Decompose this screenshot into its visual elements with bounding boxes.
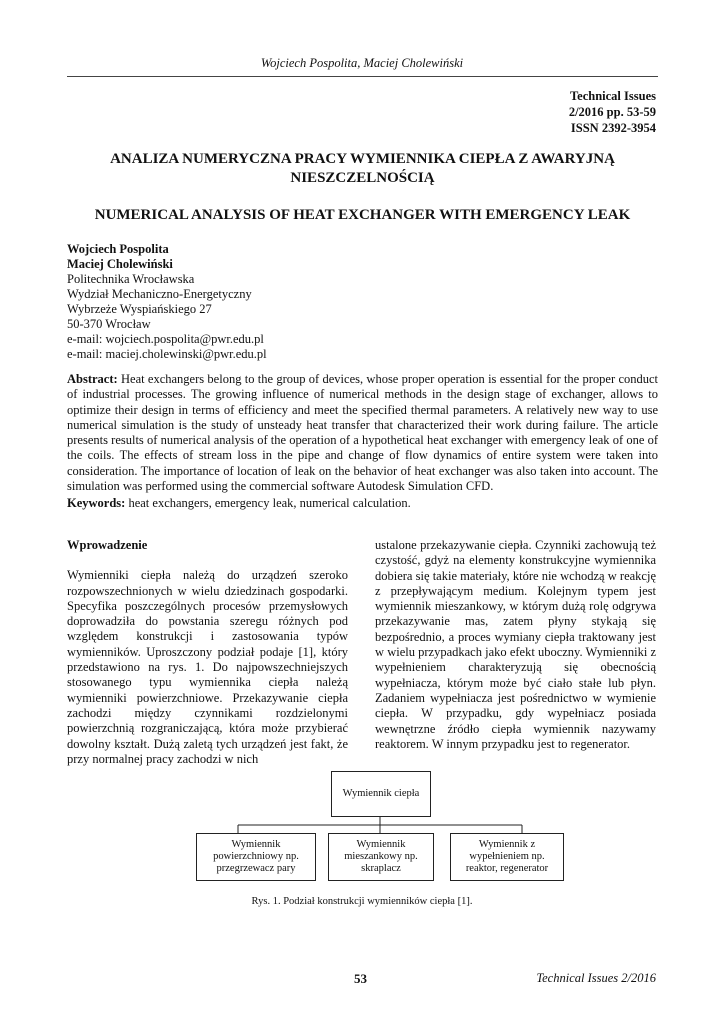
diagram-label: skraplacz <box>361 863 401 874</box>
affiliation-line: Wybrzeże Wyspiańskiego 27 <box>67 302 212 316</box>
author-name: Maciej Cholewiński <box>67 257 173 271</box>
paragraph: Wymienniki ciepła należą do urządzeń szeroko rozpowszechnionych w wielu dziedzinach gospodarki. Specyfika poszczególnych procesów przemysłowych doprowadziła do powstania szeregu różnych pod względem konstrukcji i zastosowania typów wymienników. Uproszczony podział podaje [1], który przedstawiono na rys. 1. Do najpowszechniejszych stosowanego typu wymiennika ciepła należą wymienniki powierzchniowe. Przekazywanie ciepła zachodzi między czynnikami rozdzielonymi powierzchnią rozgraniczającą, która może przybierać dowolny kształt. Dużą zaletą tych urządzeń jest fakt, że przy normalnej pracy zachodzi w nich <box>67 568 348 766</box>
running-head: Wojciech Pospolita, Maciej Cholewiński <box>260 56 464 70</box>
figure-diagram <box>196 763 564 891</box>
affiliation-line: Politechnika Wrocławska <box>67 272 195 286</box>
email-line: e-mail: wojciech.pospolita@pwr.edu.pl <box>67 332 264 346</box>
diagram-box-filled <box>450 833 564 881</box>
abstract-label: Abstract: <box>67 372 118 386</box>
abstract <box>67 372 658 494</box>
author-block <box>67 242 267 362</box>
title-polish-line1: ANALIZA NUMERYCZNA PRACY WYMIENNIKA CIEPŁA Z AWARYJNĄ <box>110 151 615 167</box>
column-left <box>67 538 348 767</box>
diagram-label: przegrzewacz pary <box>216 863 296 874</box>
issue-info <box>569 88 656 136</box>
journal-name: Technical Issues <box>569 89 656 103</box>
diagram-box-mixing <box>328 833 434 881</box>
diagram-label: powierzchniowy np. <box>213 851 299 862</box>
affiliation-line: Wydział Mechaniczno-Energetyczny <box>67 287 252 301</box>
email-line: e-mail: maciej.cholewinski@pwr.edu.pl <box>67 347 267 361</box>
affiliation-line: 50-370 Wrocław <box>67 317 151 331</box>
keywords-label: Keywords: <box>67 496 126 510</box>
diagram-label: Wymiennik z <box>478 839 536 850</box>
diagram-box-surface <box>196 833 316 881</box>
column-right <box>375 538 656 752</box>
title-polish-line2: NIESZCZELNOŚCIĄ <box>290 170 435 186</box>
diagram-label: wypełnieniem np. <box>469 851 545 862</box>
title-polish <box>67 150 658 188</box>
abstract-text: Heat exchangers belong to the group of devices, whose proper operation is essential for the proper conduct of industrial processes. The growing influence of numerical methods in the design stage of exchanger, allows to optimize their design in terms of efficiency and meet the specified thermal parameters. A relatively new way to use numerical simulation is the study of unsteady heat transfer that characterized their work during failure. The article presents results of numerical analysis of the operation of a hypothetical heat exchanger with emergency leak of one of the coils. The effects of stream loss in the pipe and change of flow dynamics of entire system were taken into consideration. The importance of location of leak on the behavior of heat exchanger was also taken into account. The simulation was performed using the commercial software Autodesk Simulation CFD. <box>67 372 659 494</box>
issn: ISSN 2392-3954 <box>570 121 656 135</box>
header-rule <box>67 76 658 77</box>
diagram-label: Wymiennik <box>356 839 406 850</box>
diagram-root-label: Wymiennik ciepła <box>342 788 420 799</box>
diagram-label: Wymiennik <box>231 839 281 850</box>
keywords <box>67 496 658 511</box>
issue-pages: 2/2016 pp. 53-59 <box>568 105 656 119</box>
keywords-text: heat exchangers, emergency leak, numerical calculation. <box>128 496 411 510</box>
page-number: 53 <box>354 971 367 986</box>
figure-caption: Rys. 1. Podział konstrukcji wymienników ciepła [1]. <box>251 896 473 907</box>
title-english: NUMERICAL ANALYSIS OF HEAT EXCHANGER WITH EMERGENCY LEAK <box>94 207 631 223</box>
paragraph: ustalone przekazywanie ciepła. Czynniki zachowują też czystość, gdyż na elementy konstrukcyjne wymiennika dobiera się takie materiały, które nie wchodzą w reakcję z przepływającym medium. Kolejnym typem jest wymiennik mieszankowy, w którym dużą rolę odgrywa przekazywanie mas, zatem płyny stykają się bezpośrednio, a proces wymiany ciepła traktowany jest w wielu przypadkach jako efekt uboczny. Wymienniki z wypełnieniem charakteryzują się obecnością wypełniacza, którym może być ciało stałe lub płyn. Zadaniem wypełniacza jest pośrednictwo w wymienie ciepła. W przypadku, gdy wypełniacz posiada wewnętrzne źródło ciepła wymiennik nazywamy reaktorem. W innym przypadku jest to regenerator. <box>375 538 656 751</box>
footer-journal: Technical Issues 2/2016 <box>536 971 656 985</box>
diagram-label: reaktor, regenerator <box>465 863 549 874</box>
section-heading: Wprowadzenie <box>67 538 148 552</box>
author-name: Wojciech Pospolita <box>67 242 169 256</box>
diagram-root-box <box>331 771 431 817</box>
diagram-label: mieszankowy np. <box>344 851 418 862</box>
